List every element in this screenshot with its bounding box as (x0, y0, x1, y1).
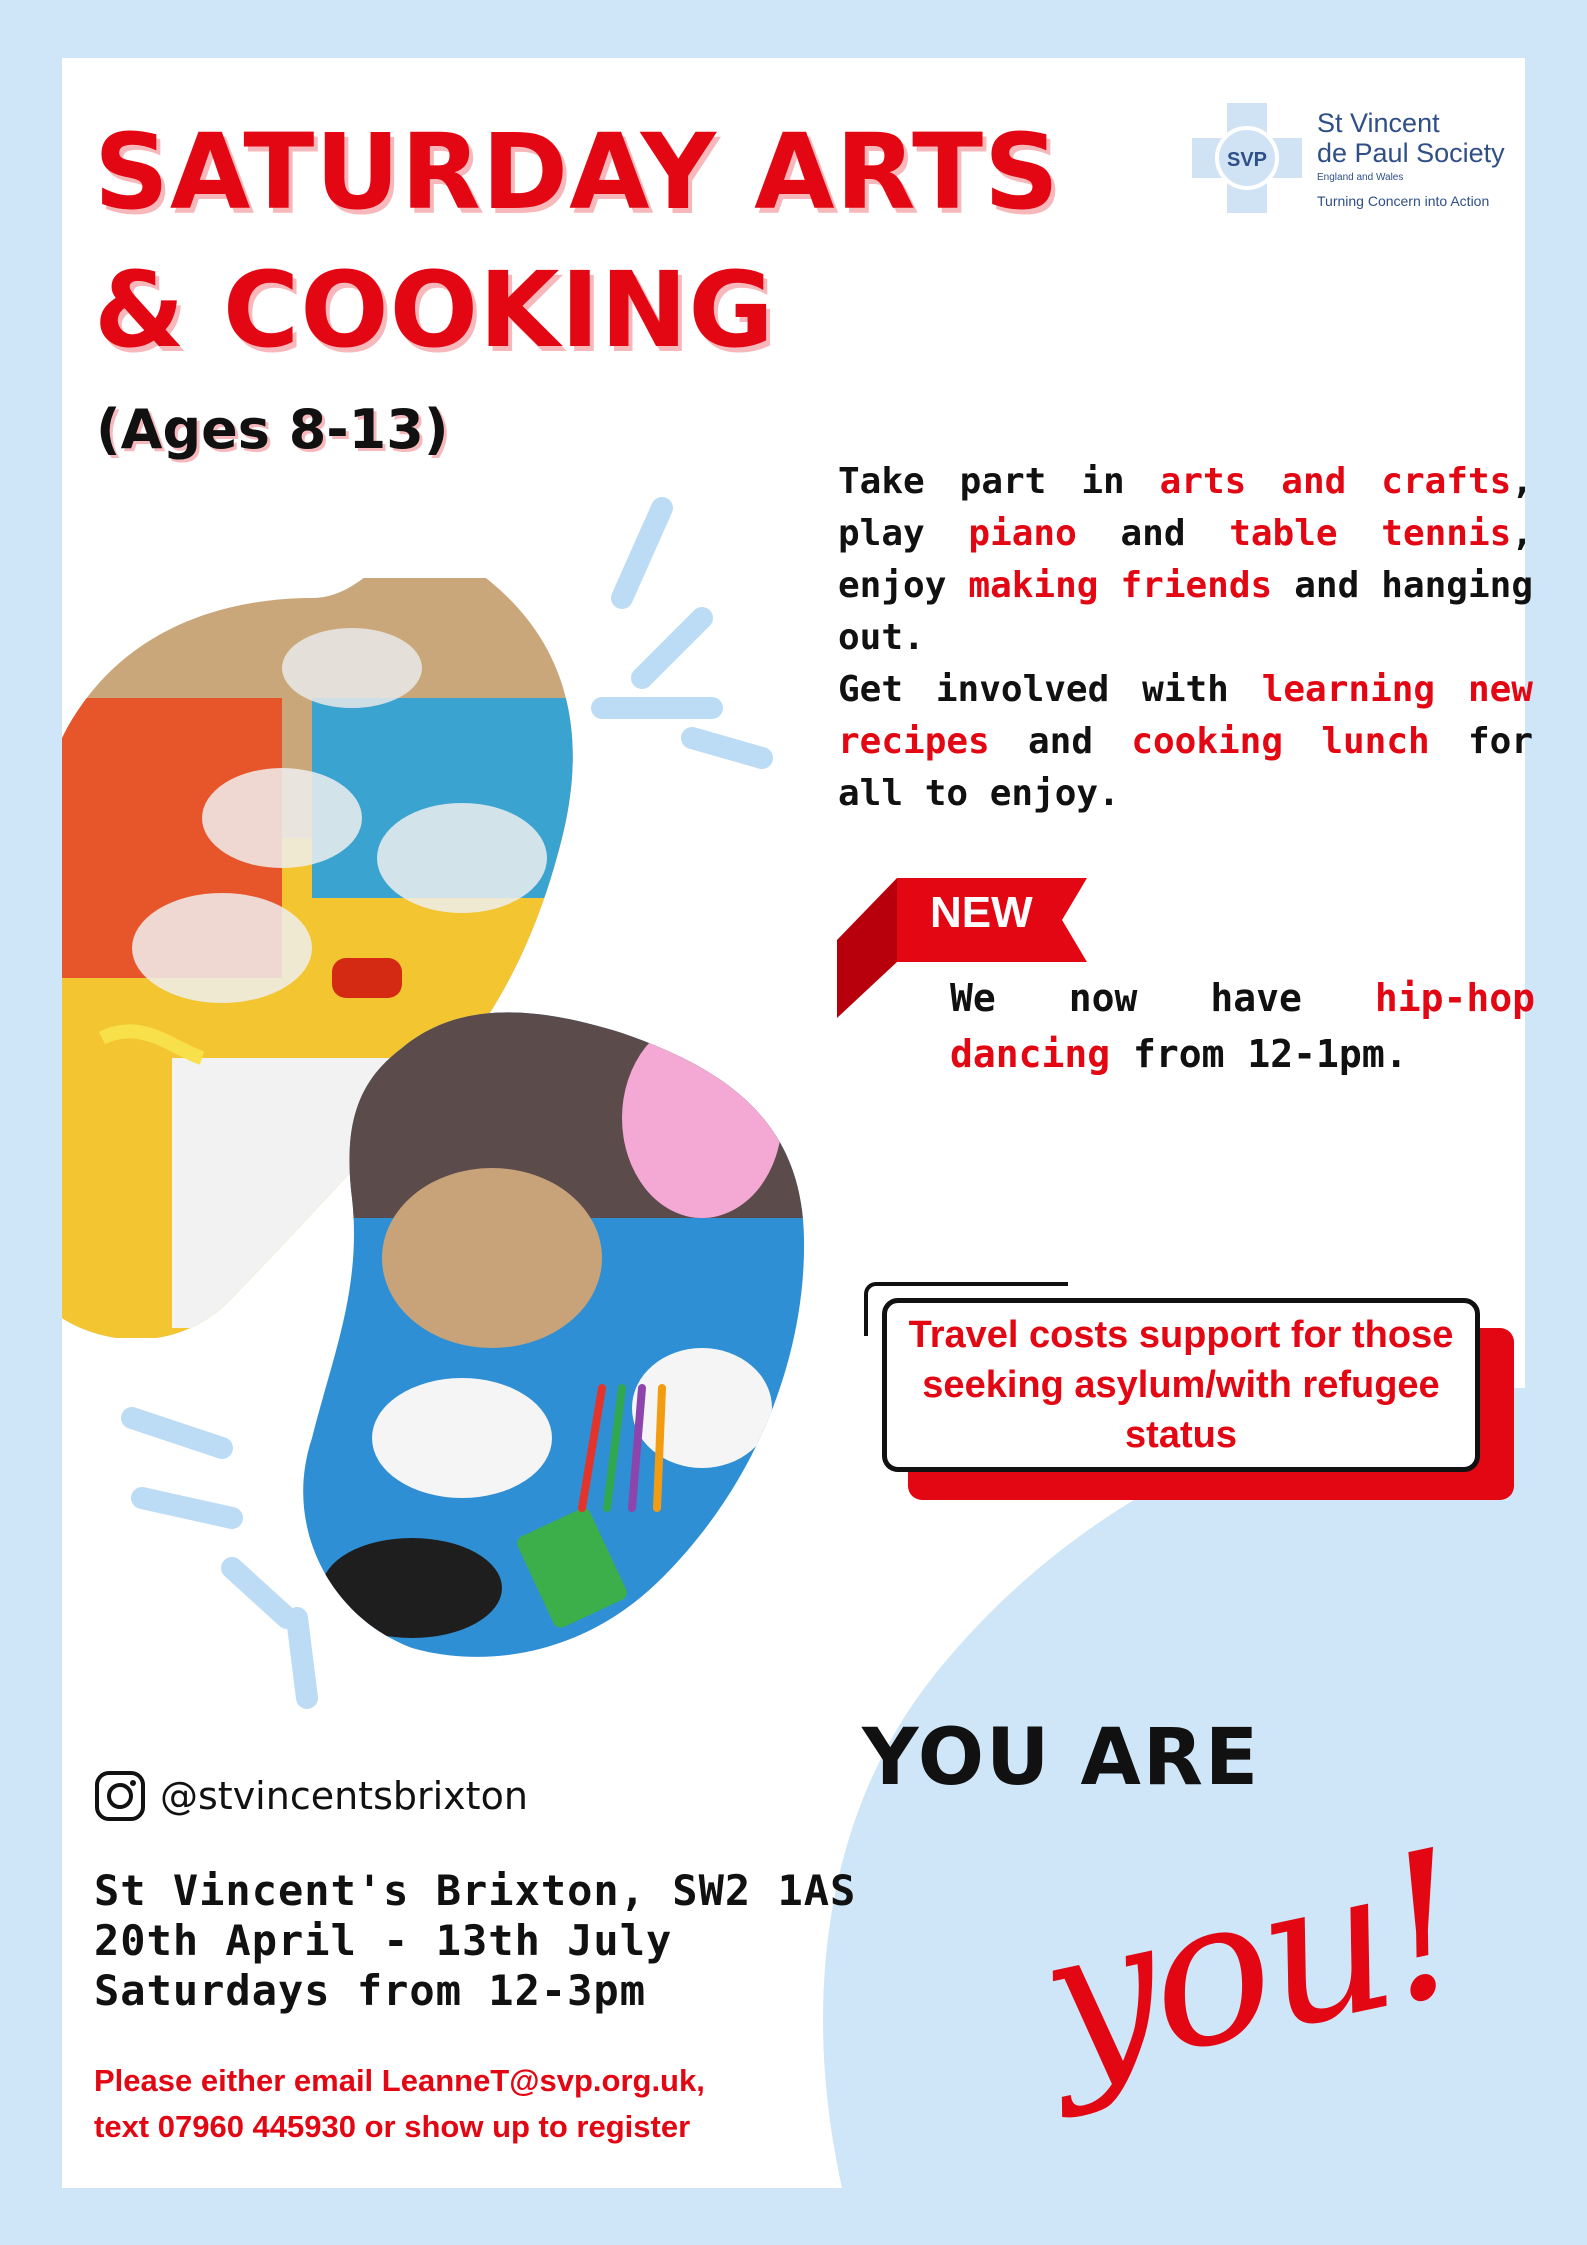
intro-highlight: arts and crafts (1159, 461, 1512, 502)
logo-name-line1: St Vincent (1317, 108, 1440, 138)
intro-highlight: making friends (968, 565, 1273, 606)
intro-text: and (989, 721, 1132, 762)
intro-paragraph (838, 456, 1533, 820)
intro-text: , play (838, 461, 1533, 554)
venue-details (94, 1866, 856, 2016)
poster-sheet (62, 58, 1535, 2188)
slogan-you-script: you! (1022, 1807, 1481, 2122)
logo-badge-text: SVP (1226, 149, 1268, 171)
intro-highlight: learning new recipes (838, 669, 1533, 762)
intro-highlight: piano (968, 513, 1077, 554)
instagram-handle[interactable]: @stvincentsbrixton (160, 1774, 528, 1818)
venue-address: St Vincent's Brixton, SW2 1AS (94, 1866, 857, 1915)
intro-highlight: table tennis (1229, 513, 1512, 554)
new-badge-label: NEW (930, 888, 1033, 937)
intro-text: for all to enjoy. (838, 721, 1533, 814)
contact-email-line[interactable]: Please either email LeanneT@svp.org.uk, (94, 2063, 705, 2098)
logo-text-block (1317, 108, 1505, 209)
crafts-photo (292, 998, 812, 1678)
contact-text-line[interactable]: text 07960 445930 or show up to register (94, 2109, 691, 2144)
logo-name-line2: de Paul Society (1317, 138, 1505, 168)
intro-text: , enjoy (838, 513, 1533, 606)
travel-support-box (882, 1298, 1480, 1472)
hiphop-text: from 12-1pm. (1110, 1032, 1408, 1076)
venue-times: Saturdays from 12-3pm (94, 1966, 647, 2015)
age-range: (Ages 8-13) (96, 398, 449, 461)
intro-text: Get involved with (838, 669, 1262, 710)
intro-text: Take part in (838, 461, 1160, 502)
logo-tagline: Turning Concern into Action (1317, 193, 1490, 209)
hiphop-highlight: hip-hop dancing (950, 976, 1535, 1076)
venue-dates: 20th April - 13th July (94, 1916, 673, 1965)
instagram-icon (94, 1770, 146, 1822)
hiphop-text: We now have (950, 976, 1375, 1020)
title-line-2: & COOKING (94, 249, 775, 371)
intro-highlight: cooking lunch (1131, 721, 1430, 762)
logo-region: England and Wales (1317, 172, 1404, 183)
title-line-1: SATURDAY ARTS (94, 111, 1060, 233)
contact-info (94, 2058, 705, 2150)
intro-text: and (1076, 513, 1230, 554)
hiphop-announcement (950, 970, 1535, 1082)
intro-text: and hanging out. (838, 565, 1533, 658)
travel-support-text: Travel costs support for those seeking asylum/with refugee status (908, 1314, 1454, 1456)
slogan-you-are: YOU ARE (862, 1713, 1261, 1803)
instagram-link[interactable] (94, 1770, 528, 1822)
